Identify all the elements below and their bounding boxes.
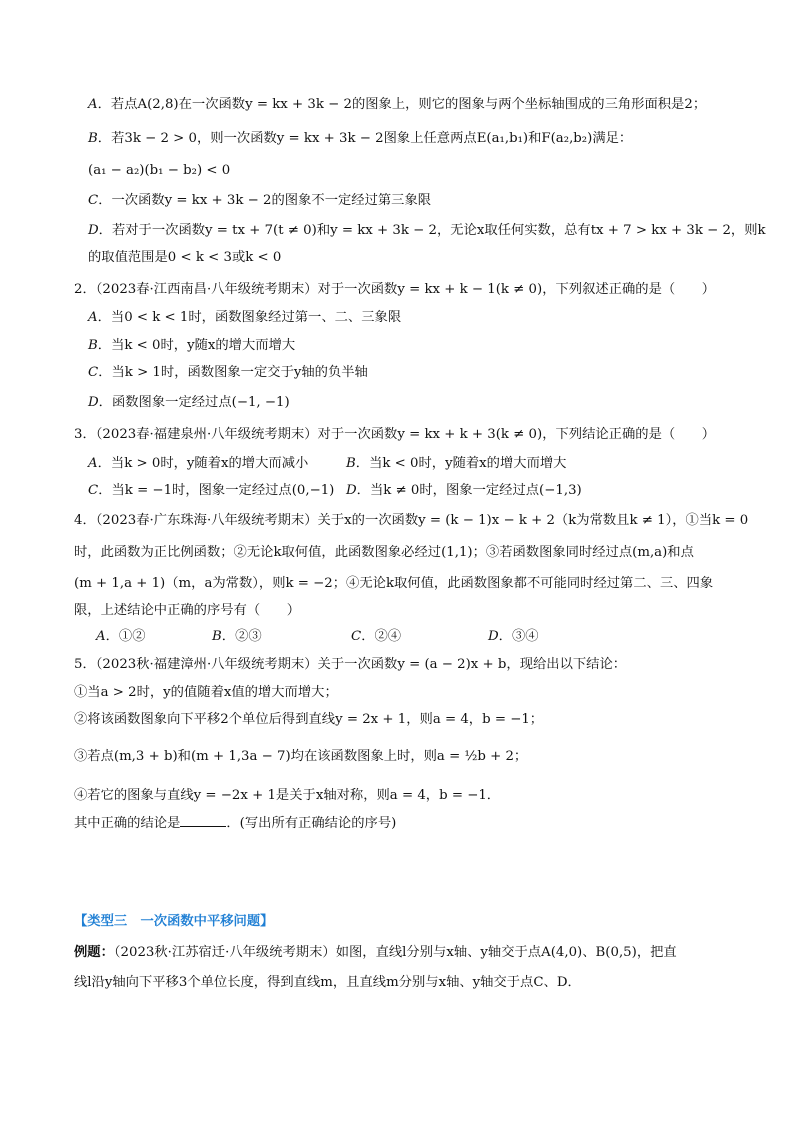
option-label: B xyxy=(88,338,98,353)
option-text: ．若点A(2,8)在一次函数y = kx + 3k − 2的图象上，则它的图象与两个坐标轴围成的三角形面积是2； xyxy=(97,97,707,112)
option-text: ．当k ≠ 0时，图象一定经过点(−1,3) xyxy=(356,483,582,498)
q2-option-d xyxy=(88,394,290,412)
option-text: ．②④ xyxy=(361,629,402,644)
option-text: ．当0 < k < 1时，函数图象经过第一、二、三象限 xyxy=(97,310,402,325)
option-label: A xyxy=(96,629,106,644)
q4-option-b xyxy=(212,628,262,646)
q3-option-d xyxy=(346,482,582,500)
statement-text: ①当a > 2时，y的值随着x值的增大而增大； xyxy=(74,685,338,700)
q1-option-a xyxy=(88,96,706,114)
q2-option-c xyxy=(88,364,368,382)
q1-option-c xyxy=(88,192,431,210)
q1-option-b xyxy=(88,130,632,148)
example-line-2 xyxy=(74,974,581,992)
option-text: ．①② xyxy=(105,629,146,644)
q1-option-d-cont xyxy=(88,249,281,267)
option-text: (a₁ − a₂)(b₁ − b₂) < 0 xyxy=(88,163,231,178)
option-text: ．若对于一次函数y = tx + 7(t ≠ 0)和y = kx + 3k − 2，无论x取任何实数，总有tx + 7 > kx + 3k − 2，则k xyxy=(98,223,766,238)
answer-suffix: ．(写出所有正确结论的序号) xyxy=(226,816,397,831)
option-label: B xyxy=(212,629,222,644)
q4-line-1 xyxy=(74,512,748,530)
option-text: ．当k > 1时，函数图象一定交于y轴的负半轴 xyxy=(98,365,368,380)
option-label: D xyxy=(488,629,499,644)
option-text: 的取值范围是0 < k < 3或k < 0 xyxy=(88,250,282,265)
option-label: A xyxy=(88,97,98,112)
q2-stem xyxy=(74,281,715,299)
option-label: A xyxy=(88,456,98,471)
q4-line-4 xyxy=(74,602,300,620)
section-heading-text: 【类型三 一次函数中平移问题】 xyxy=(74,914,274,929)
q1-option-b-cont xyxy=(88,162,230,180)
option-text: ．②③ xyxy=(221,629,262,644)
q4-line-2 xyxy=(74,544,694,562)
q1-option-d xyxy=(88,222,766,240)
q5-answer-line xyxy=(74,814,396,833)
q5-item-3 xyxy=(74,748,527,766)
q4-line-3 xyxy=(74,575,713,593)
option-text: ．当k > 0时，y随着x的增大而减小 xyxy=(97,456,309,471)
q4-option-a xyxy=(96,628,146,646)
question-text: (m + 1,a + 1)（m，a为常数），则k = −2；④无论k取何值，此函数图象都不可能同时经过第二、三、四象 xyxy=(74,576,714,591)
option-text: ．当k < 0时，y随着x的增大而增大 xyxy=(355,456,567,471)
option-label: D xyxy=(88,395,99,410)
option-label: D xyxy=(346,483,357,498)
q5-item-4 xyxy=(74,787,500,805)
question-stem: 4．（2023春·广东珠海·八年级统考期末）关于x的一次函数y = (k − 1)x − k + 2（k为常数且k ≠ 1），①当k = 0 xyxy=(74,513,749,528)
option-text: ．③④ xyxy=(498,629,539,644)
answer-prefix: 其中正确的结论是 xyxy=(74,816,181,831)
example-line-1 xyxy=(74,944,677,962)
option-label: C xyxy=(88,365,99,380)
q4-option-d xyxy=(488,628,539,646)
option-text: ．当k < 0时，y随x的增大而增大 xyxy=(97,338,296,353)
example-text: 线l沿y轴向下平移3个单位长度，得到直线m，且直线m分别与x轴、y轴交于点C、D． xyxy=(74,975,581,990)
question-text: 时，此函数为正比例函数；②无论k取何值，此函数图象必经过(1,1)；③若函数图象同时经过点(m,a)和点 xyxy=(74,545,694,560)
q2-option-b xyxy=(88,337,295,355)
option-label: C xyxy=(88,483,99,498)
q3-option-c xyxy=(88,482,334,500)
option-label: D xyxy=(88,223,99,238)
q5-stem xyxy=(74,656,626,674)
q3-stem xyxy=(74,426,715,444)
q2-option-a xyxy=(88,309,401,327)
q5-item-2 xyxy=(74,711,543,729)
option-label: B xyxy=(346,456,356,471)
question-stem: 5．（2023秋·福建漳州·八年级统考期末）关于一次函数y = (a − 2)x + b，现给出以下结论： xyxy=(74,657,627,672)
question-text: 限，上述结论中正确的序号有（ ） xyxy=(74,603,301,618)
statement-text: ④若它的图象与直线y = −2x + 1是关于x轴对称，则a = 4，b = −1． xyxy=(74,788,501,803)
question-stem: 3．（2023春·福建泉州·八年级统考期末）对于一次函数y = kx + k + 3(k ≠ 0)，下列结论正确的是（ ） xyxy=(74,427,716,442)
statement-text: ②将该函数图象向下平移2个单位后得到直线y = 2x + 1，则a = 4，b = −1； xyxy=(74,712,544,727)
question-stem: 2．（2023春·江西南昌·八年级统考期末）对于一次函数y = kx + k − 1(k ≠ 0)，下列叙述正确的是（ ） xyxy=(74,282,716,297)
option-label: C xyxy=(351,629,362,644)
q5-item-1 xyxy=(74,684,338,702)
q3-option-b xyxy=(346,455,566,473)
statement-text: ③若点(m,3 + b)和(m + 1,3a − 7)均在该函数图象上时，则a = ½b + 2； xyxy=(74,749,528,764)
option-label: C xyxy=(88,193,99,208)
example-label: 例题： xyxy=(74,945,114,960)
option-label: B xyxy=(88,131,98,146)
option-text: ．一次函数y = kx + 3k − 2的图象不一定经过第三象限 xyxy=(98,193,432,208)
option-text: ．若3k − 2 > 0，则一次函数y = kx + 3k − 2图象上任意两点E(a₁,b₁)和F(a₂,b₂)满足： xyxy=(97,131,633,146)
q4-option-c xyxy=(351,628,401,646)
answer-blank[interactable] xyxy=(180,814,226,827)
example-text: （2023秋·江苏宿迁·八年级统考期末）如图，直线l分别与x轴、y轴交于点A(4,0)、B(0,5)，把直 xyxy=(113,945,677,960)
q3-option-a xyxy=(88,455,308,473)
option-text: ．函数图象一定经过点(−1, −1) xyxy=(98,395,290,410)
section-heading xyxy=(74,913,273,931)
option-label: A xyxy=(88,310,98,325)
option-text: ．当k = −1时，图象一定经过点(0,−1) xyxy=(98,483,335,498)
